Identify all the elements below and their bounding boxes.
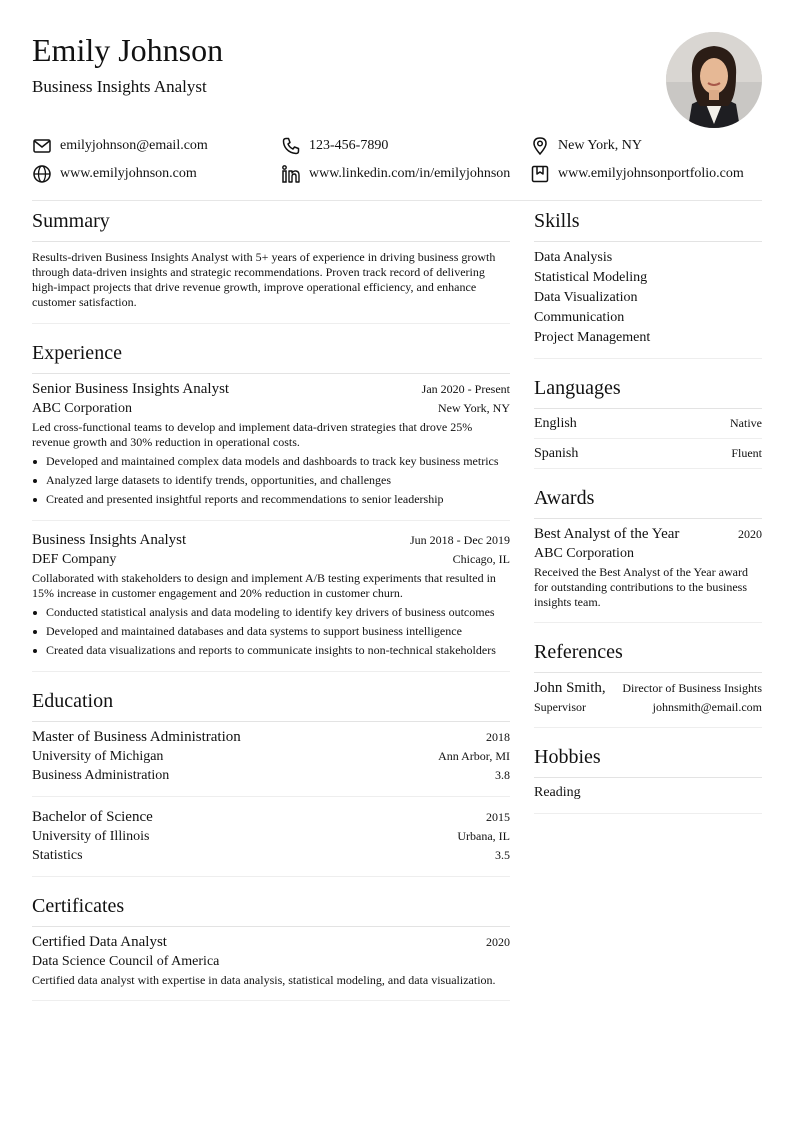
job-title: Business Insights Analyst — [32, 532, 187, 548]
school: University of Illinois — [32, 829, 150, 844]
education-year: 2018 — [486, 730, 510, 744]
contact-location — [530, 136, 642, 156]
experience-item — [32, 521, 510, 672]
reference-relation: Supervisor — [534, 700, 586, 714]
language-item — [534, 439, 762, 469]
language-name: Spanish — [534, 446, 579, 461]
main-column — [32, 200, 510, 1001]
language-level: Native — [730, 416, 762, 430]
skill-item: Communication — [534, 310, 625, 325]
certificate-name: Certified Data Analyst — [32, 934, 167, 950]
contact-email[interactable] — [32, 136, 208, 156]
certificate-year: 2020 — [486, 935, 510, 949]
contact-email-text: emilyjohnson@email.com — [60, 138, 208, 153]
school-location: Ann Arbor, MI — [438, 749, 510, 763]
job-bullet: Developed and maintained databases and data systems to support business intelligence — [46, 624, 510, 639]
job-location: Chicago, IL — [452, 552, 510, 566]
reference-item — [534, 673, 762, 728]
hobbies-list — [534, 778, 762, 814]
section-heading: Languages — [534, 367, 762, 409]
field-of-study: Statistics — [32, 848, 83, 863]
contact-linkedin[interactable] — [281, 164, 510, 184]
contact-website[interactable] — [32, 164, 197, 184]
side-column — [534, 200, 762, 814]
language-item — [534, 409, 762, 439]
reference-position: Director of Business Insights — [622, 681, 762, 695]
references-section — [534, 631, 762, 728]
reference-name: John Smith, — [534, 680, 606, 696]
education-item — [32, 722, 510, 797]
certificate-item — [32, 927, 510, 1001]
contact-portfolio-text: www.emilyjohnsonportfolio.com — [558, 166, 744, 181]
field-of-study: Business Administration — [32, 768, 170, 783]
contact-portfolio[interactable] — [530, 164, 744, 184]
skill-item: Data Visualization — [534, 290, 638, 305]
gpa: 3.5 — [495, 848, 510, 862]
award-year: 2020 — [738, 527, 762, 541]
contact-phone[interactable] — [281, 136, 388, 156]
degree: Master of Business Administration — [32, 729, 241, 745]
map-pin-icon — [530, 136, 550, 156]
education-item — [32, 797, 510, 877]
hobbies-section — [534, 736, 762, 814]
language-name: English — [534, 416, 577, 431]
linkedin-icon — [281, 164, 301, 184]
person-photo-icon — [666, 32, 762, 128]
job-description: Led cross-functional teams to develop and implement data-driven strategies that drove 25% revenue growth and 30% reduction in operational costs. — [32, 420, 473, 449]
award-organization: ABC Corporation — [534, 546, 634, 561]
skill-item: Data Analysis — [534, 250, 613, 265]
summary-section — [32, 200, 510, 324]
skills-list — [534, 242, 762, 359]
section-heading: Education — [32, 680, 510, 722]
school: University of Michigan — [32, 749, 164, 764]
summary-text: Results-driven Business Insights Analyst with 5+ years of experience in driving business growth through data-driven insights and strategic recommendations. Proven track record of delivering high-impact projects that drive revenue growth, improve operational efficiency, and enhance customer satisfaction. — [32, 242, 510, 324]
section-heading: References — [534, 631, 762, 673]
language-level: Fluent — [731, 446, 762, 460]
bookmark-icon — [530, 164, 550, 184]
award-name: Best Analyst of the Year — [534, 526, 680, 542]
job-dates: Jun 2018 - Dec 2019 — [410, 533, 510, 547]
job-description: Collaborated with stakeholders to design and implement A/B testing experiments that resulted in 15% increase in customer engagement and 20% reduction in customer churn. — [32, 571, 496, 600]
experience-item — [32, 374, 510, 521]
candidate-name: Emily Johnson — [32, 32, 224, 68]
job-bullets — [32, 454, 510, 507]
certificate-description: Certified data analyst with expertise in data analysis, statistical modeling, and data visualization. — [32, 973, 496, 987]
contact-phone-text: 123-456-7890 — [309, 138, 389, 153]
reference-email[interactable]: johnsmith@email.com — [652, 700, 762, 714]
mail-icon — [32, 136, 52, 156]
job-bullet: Conducted statistical analysis and data modeling to identify key drivers of business outcomes — [46, 605, 510, 620]
job-bullet: Analyzed large datasets to identify trends, opportunities, and challenges — [46, 473, 510, 488]
contact-website-text: www.emilyjohnson.com — [60, 166, 197, 181]
globe-icon — [32, 164, 52, 184]
job-bullet: Created data visualizations and reports to communicate insights to non-technical stakeholders — [46, 643, 510, 658]
job-bullet: Developed and maintained complex data models and dashboards to track key business metrics — [46, 454, 510, 469]
contact-linkedin-text: www.linkedin.com/in/emilyjohnson — [309, 166, 511, 181]
awards-section — [534, 477, 762, 623]
job-bullet: Created and presented insightful reports and recommendations to senior leadership — [46, 492, 510, 507]
school-location: Urbana, IL — [457, 829, 510, 843]
award-item — [534, 519, 762, 623]
section-heading: Summary — [32, 200, 510, 242]
degree: Bachelor of Science — [32, 809, 153, 825]
skill-item: Statistical Modeling — [534, 270, 648, 285]
skills-section — [534, 200, 762, 359]
certificate-issuer: Data Science Council of America — [32, 954, 220, 969]
section-heading: Awards — [534, 477, 762, 519]
hobby-item: Reading — [534, 785, 581, 800]
candidate-title: Business Insights Analyst — [32, 77, 207, 96]
job-location: New York, NY — [437, 401, 510, 415]
job-bullets — [32, 605, 510, 658]
section-heading: Skills — [534, 200, 762, 242]
section-heading: Hobbies — [534, 736, 762, 778]
education-section — [32, 680, 510, 877]
certificates-section — [32, 885, 510, 1001]
section-heading: Experience — [32, 332, 510, 374]
experience-section — [32, 332, 510, 672]
section-heading: Certificates — [32, 885, 510, 927]
skill-item: Project Management — [534, 330, 651, 345]
job-dates: Jan 2020 - Present — [421, 382, 510, 396]
job-company: DEF Company — [32, 552, 117, 567]
gpa: 3.8 — [495, 768, 510, 782]
education-year: 2015 — [486, 810, 510, 824]
languages-section — [534, 367, 762, 469]
phone-icon — [281, 136, 301, 156]
award-description: Received the Best Analyst of the Year award for outstanding contributions to the business insights team. — [534, 565, 748, 609]
contact-location-text: New York, NY — [558, 138, 643, 153]
job-company: ABC Corporation — [32, 401, 132, 416]
job-title: Senior Business Insights Analyst — [32, 381, 230, 397]
